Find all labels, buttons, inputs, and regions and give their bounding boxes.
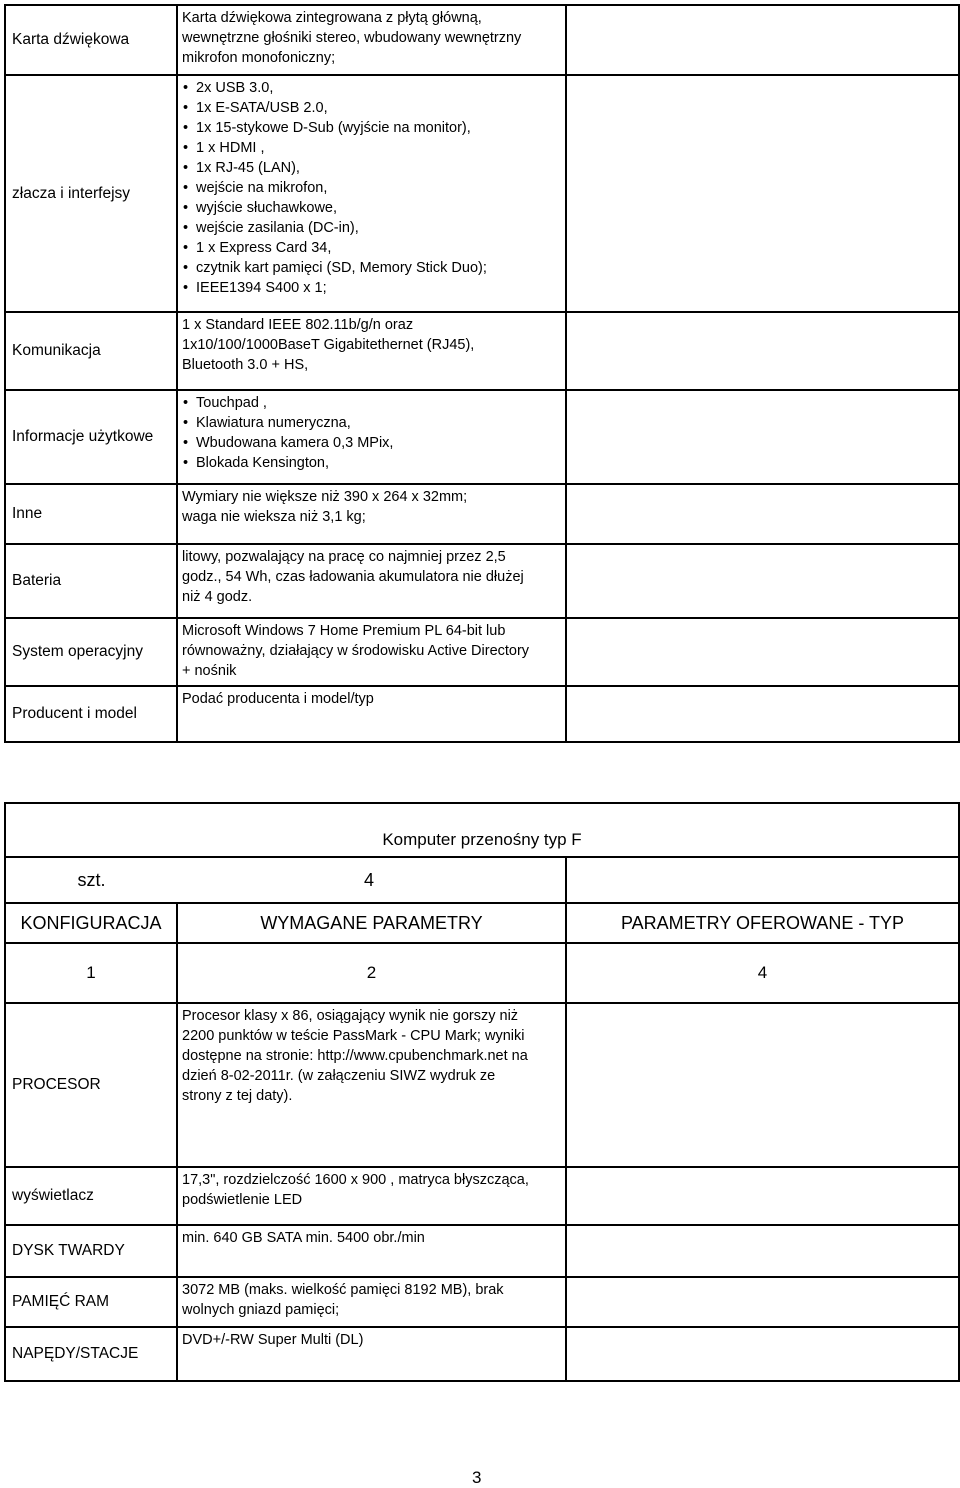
offered-cell[interactable] (566, 484, 959, 544)
spec-table-bottom (4, 802, 960, 1382)
offered-cell[interactable] (566, 1167, 959, 1225)
row-label: PAMIĘĆ RAM (5, 1277, 177, 1327)
offered-cell[interactable] (566, 312, 959, 390)
offered-cell[interactable] (566, 5, 959, 75)
offered-cell[interactable] (566, 544, 959, 618)
value-line: Microsoft Windows 7 Home Premium PL 64-bit lub (182, 623, 506, 639)
row-label: wyświetlacz (5, 1167, 177, 1225)
header-row (5, 903, 959, 943)
value-line: Bluetooth 3.0 + HS, (182, 357, 309, 373)
list-item: • czytnik kart pamięci (SD, Memory Stick Duo); (182, 258, 561, 278)
row-label: System operacyjny (5, 618, 177, 686)
value-line: DVD+/-RW Super Multi (DL) (182, 1332, 364, 1348)
value-line: 3072 MB (maks. wielkość pamięci 8192 MB), brak (182, 1282, 504, 1298)
table-row (5, 484, 959, 544)
table-row (5, 544, 959, 618)
row-label: Producent i model (5, 686, 177, 742)
table-row (5, 1003, 959, 1167)
row-label: Komunikacja (5, 312, 177, 390)
row-value (177, 312, 566, 390)
value-line: 1 x Standard IEEE 802.11b/g/n oraz (182, 317, 414, 333)
value-line: Podać producenta i model/typ (182, 691, 374, 707)
value-line: równoważny, działający w środowisku Active Directory (182, 643, 530, 659)
row-value (177, 686, 566, 742)
row-value (177, 618, 566, 686)
list-item: • Touchpad , (182, 393, 561, 413)
table-row (5, 75, 959, 312)
row-value (177, 544, 566, 618)
value-line: podświetlenie LED (182, 1192, 303, 1208)
table-row (5, 5, 959, 75)
table-row (5, 686, 959, 742)
row-label: Inne (5, 484, 177, 544)
list-item: • 1 x HDMI , (182, 138, 561, 158)
table-row (5, 390, 959, 484)
table-row (5, 618, 959, 686)
value-line: wolnych gniazd pamięci; (182, 1302, 340, 1318)
offered-cell[interactable] (566, 75, 959, 312)
list-item: • wejście zasilania (DC-in), (182, 218, 561, 238)
list-item: • 2x USB 3.0, (182, 78, 561, 98)
bullet-list (182, 393, 561, 473)
row-label: PROCESOR (5, 1003, 177, 1167)
row-value (177, 5, 566, 75)
list-item: • Wbudowana kamera 0,3 MPix, (182, 433, 561, 453)
row-label: NAPĘDY/STACJE (5, 1327, 177, 1381)
value-line: 17,3", rozdzielczość 1600 x 900 , matryca błyszcząca, (182, 1172, 529, 1188)
spec-table-top (4, 4, 960, 743)
value-line: niż 4 godz. (182, 589, 253, 605)
offered-cell[interactable] (566, 1225, 959, 1277)
column-header-oferowane: PARAMETRY OFEROWANE - TYP (566, 903, 959, 943)
value-line: min. 640 GB SATA min. 5400 obr./min (182, 1230, 425, 1246)
value-line: waga nie wieksza niż 3,1 kg; (182, 509, 366, 525)
list-item: • wyjście słuchawkowe, (182, 198, 561, 218)
column-number: 1 (5, 943, 177, 1003)
table-row (5, 1167, 959, 1225)
quantity-row (5, 857, 959, 903)
table-title-row (5, 803, 959, 857)
column-number-row (5, 943, 959, 1003)
value-line: Karta dźwiękowa zintegrowana z płytą główną, (182, 10, 482, 26)
qty-offered-cell[interactable] (566, 857, 959, 903)
column-number: 2 (177, 943, 566, 1003)
value-line: strony z tej daty). (182, 1088, 293, 1104)
value-line: wewnętrzne głośniki stereo, wbudowany wewnętrzny (182, 30, 522, 46)
table-title: Komputer przenośny typ F (5, 803, 959, 857)
row-value (177, 1167, 566, 1225)
table-row (5, 1225, 959, 1277)
row-label: DYSK TWARDY (5, 1225, 177, 1277)
row-value (177, 1003, 566, 1167)
value-line: + nośnik (182, 663, 237, 679)
qty-label: szt. (5, 857, 177, 903)
value-line: litowy, pozwalający na pracę co najmniej przez 2,5 (182, 549, 506, 565)
qty-value: 4 (177, 857, 566, 903)
page-number: 3 (472, 1468, 482, 1487)
table-row (5, 1277, 959, 1327)
value-line: dostępne na stronie: http://www.cpubenchmark.net na (182, 1048, 528, 1064)
table-row (5, 1327, 959, 1381)
list-item: • 1x 15-stykowe D-Sub (wyjście na monitor), (182, 118, 561, 138)
row-label: Informacje użytkowe (5, 390, 177, 484)
value-line: Wymiary nie większe niż 390 x 264 x 32mm; (182, 489, 468, 505)
row-label: Karta dźwiękowa (5, 5, 177, 75)
value-line: 1x10/100/1000BaseT Gigabitethernet (RJ45), (182, 337, 475, 353)
row-label: Bateria (5, 544, 177, 618)
list-item: • IEEE1394 S400 x 1; (182, 278, 561, 298)
row-value (177, 390, 566, 484)
value-line: godz., 54 Wh, czas ładowania akumulatora nie dłużej (182, 569, 524, 585)
value-line: mikrofon monofoniczny; (182, 50, 336, 66)
offered-cell[interactable] (566, 1277, 959, 1327)
row-value (177, 75, 566, 312)
list-item: • wejście na mikrofon, (182, 178, 561, 198)
value-line: 2200 punktów w teście PassMark - CPU Mark; wyniki (182, 1028, 525, 1044)
list-item: • Blokada Kensington, (182, 453, 561, 473)
list-item: • 1x E-SATA/USB 2.0, (182, 98, 561, 118)
column-header-konfiguracja: KONFIGURACJA (5, 903, 177, 943)
list-item: • Klawiatura numeryczna, (182, 413, 561, 433)
offered-cell[interactable] (566, 1003, 959, 1167)
bullet-list (182, 78, 561, 298)
value-line: Procesor klasy x 86, osiągający wynik nie gorszy niż (182, 1008, 519, 1024)
row-value (177, 1327, 566, 1381)
row-value (177, 1277, 566, 1327)
list-item: • 1x RJ-45 (LAN), (182, 158, 561, 178)
offered-cell[interactable] (566, 686, 959, 742)
column-number: 4 (566, 943, 959, 1003)
row-value (177, 484, 566, 544)
offered-cell[interactable] (566, 1327, 959, 1381)
offered-cell[interactable] (566, 390, 959, 484)
offered-cell[interactable] (566, 618, 959, 686)
row-label: złacza i interfejsy (5, 75, 177, 312)
column-header-wymagane: WYMAGANE PARAMETRY (177, 903, 566, 943)
list-item: • 1 x Express Card 34, (182, 238, 561, 258)
table-row (5, 312, 959, 390)
value-line: dzień 8-02-2011r. (w załączeniu SIWZ wydruk ze (182, 1068, 496, 1084)
row-value (177, 1225, 566, 1277)
